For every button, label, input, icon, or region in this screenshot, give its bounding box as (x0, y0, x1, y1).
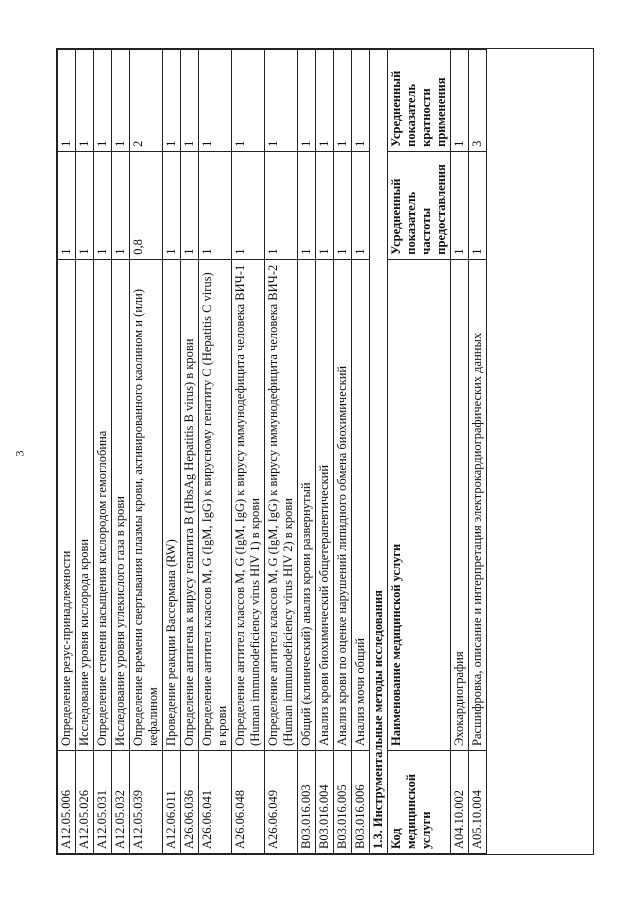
cell-name: Определение резус-принадлежности (58, 259, 76, 750)
cell-multiplicity: 1 (451, 50, 469, 152)
cell-name: Определение антигена к вирусу гепатита B (HbsAg Hepatitis B virus) в крови (181, 259, 199, 750)
cell-name: Анализ мочи общий (352, 259, 370, 750)
cell-code: A05.10.004 (469, 750, 487, 853)
cell-multiplicity: 1 (265, 50, 298, 152)
cell-frequency: 1 (451, 151, 469, 259)
table-row (199, 50, 232, 854)
section-body (370, 50, 451, 854)
cell-code: B03.016.003 (298, 750, 316, 853)
instrumental-services-body (451, 50, 487, 854)
cell-multiplicity: 1 (232, 50, 265, 152)
cell-frequency: 1 (58, 151, 76, 259)
table-row (316, 50, 334, 854)
cell-multiplicity: 1 (352, 50, 370, 152)
cell-code: A04.10.002 (451, 750, 469, 853)
cell-multiplicity: 1 (316, 50, 334, 152)
cell-multiplicity: 3 (469, 50, 487, 152)
cell-frequency: 1 (334, 151, 352, 259)
cell-name: Исследование уровня кислорода крови (76, 259, 94, 750)
cell-code: B03.016.005 (334, 750, 352, 853)
table-row (163, 50, 181, 854)
cell-code: A26.06.041 (199, 750, 232, 853)
cell-code: B03.016.004 (316, 750, 334, 853)
table-row (451, 50, 469, 854)
section-title: 1.3. Инструментальные методы исследования (370, 50, 388, 854)
cell-code: A26.06.049 (265, 750, 298, 853)
cell-name: Определение антител классов M, G (IgM, IgG) к вирусу иммунодефицита человека ВИЧ-1 (Human immunodeficiency virus HIV 1) в крови (232, 259, 265, 750)
cell-frequency: 1 (199, 151, 232, 259)
cell-frequency: 1 (265, 151, 298, 259)
table-row (181, 50, 199, 854)
table-row (469, 50, 487, 854)
cell-code: A26.06.048 (232, 750, 265, 853)
cell-code: A12.05.006 (58, 750, 76, 853)
table-row (232, 50, 265, 854)
cell-multiplicity: 1 (298, 50, 316, 152)
rotated-table-container (57, 49, 593, 854)
cell-name: Расшифровка, описание и интерпретация электрокардиографических данных (469, 259, 487, 750)
table-row (265, 50, 298, 854)
cell-multiplicity: 1 (94, 50, 112, 152)
cell-frequency: 1 (181, 151, 199, 259)
cell-code: A12.05.026 (76, 750, 94, 853)
cell-name: Определение времени свертывания плазмы крови, активированного каолином и (или) кефалином (130, 259, 163, 750)
cell-code: B03.016.006 (352, 750, 370, 853)
header-row (388, 50, 451, 854)
cell-frequency: 1 (352, 151, 370, 259)
services-table (57, 49, 487, 854)
cell-name: Анализ крови биохимический общетерапевтический (316, 259, 334, 750)
cell-frequency: 1 (163, 151, 181, 259)
table-row (112, 50, 130, 854)
page-number: 3 (12, 450, 27, 457)
cell-frequency: 1 (316, 151, 334, 259)
table-row (298, 50, 316, 854)
cell-code: A12.05.039 (130, 750, 163, 853)
table-row (334, 50, 352, 854)
cell-multiplicity: 1 (334, 50, 352, 152)
cell-name: Общий (клинический) анализ крови развернутый (298, 259, 316, 750)
cell-code: A12.05.031 (94, 750, 112, 853)
document-table-frame (56, 48, 594, 855)
cell-multiplicity: 1 (163, 50, 181, 152)
cell-multiplicity: 1 (112, 50, 130, 152)
header-mult: Усредненный показатель кратности применения (388, 50, 451, 152)
cell-frequency: 1 (232, 151, 265, 259)
table-row (352, 50, 370, 854)
cell-multiplicity: 2 (130, 50, 163, 152)
table-row (130, 50, 163, 854)
cell-name: Исследование уровня углекислого газа в крови (112, 259, 130, 750)
cell-name: Определение антител классов M, G (IgM, IgG) к вирусу иммунодефицита человека ВИЧ-2 (Human immunodeficiency virus HIV 2) в крови (265, 259, 298, 750)
cell-frequency: 1 (94, 151, 112, 259)
cell-name: Проведение реакции Вассермана (RW) (163, 259, 181, 750)
cell-frequency: 0,8 (130, 151, 163, 259)
cell-frequency: 1 (469, 151, 487, 259)
table-row (58, 50, 76, 854)
cell-multiplicity: 1 (58, 50, 76, 152)
cell-name: Эхокардиография (451, 259, 469, 750)
header-name: Наименование медицинской услуги (388, 259, 451, 750)
cell-frequency: 1 (76, 151, 94, 259)
cell-multiplicity: 1 (76, 50, 94, 152)
cell-code: A26.06.036 (181, 750, 199, 853)
cell-frequency: 1 (298, 151, 316, 259)
header-code: Код медицинской услуги (388, 750, 451, 853)
table-row (76, 50, 94, 854)
header-freq: Усредненный показатель частоты предоставления (388, 151, 451, 259)
cell-code: A12.06.011 (163, 750, 181, 853)
cell-name: Определение антител классов M, G (IgM, IgG) к вирусному гепатиту C (Hepatitis C virus) в крови (199, 259, 232, 750)
cell-name: Анализ крови по оценке нарушений липидного обмена биохимический (334, 259, 352, 750)
section-row (370, 50, 388, 854)
cell-name: Определение степени насыщения кислородом гемоглобина (94, 259, 112, 750)
table-row (94, 50, 112, 854)
cell-multiplicity: 1 (199, 50, 232, 152)
cell-frequency: 1 (112, 151, 130, 259)
cell-multiplicity: 1 (181, 50, 199, 152)
lab-services-body (58, 50, 370, 854)
cell-code: A12.05.032 (112, 750, 130, 853)
